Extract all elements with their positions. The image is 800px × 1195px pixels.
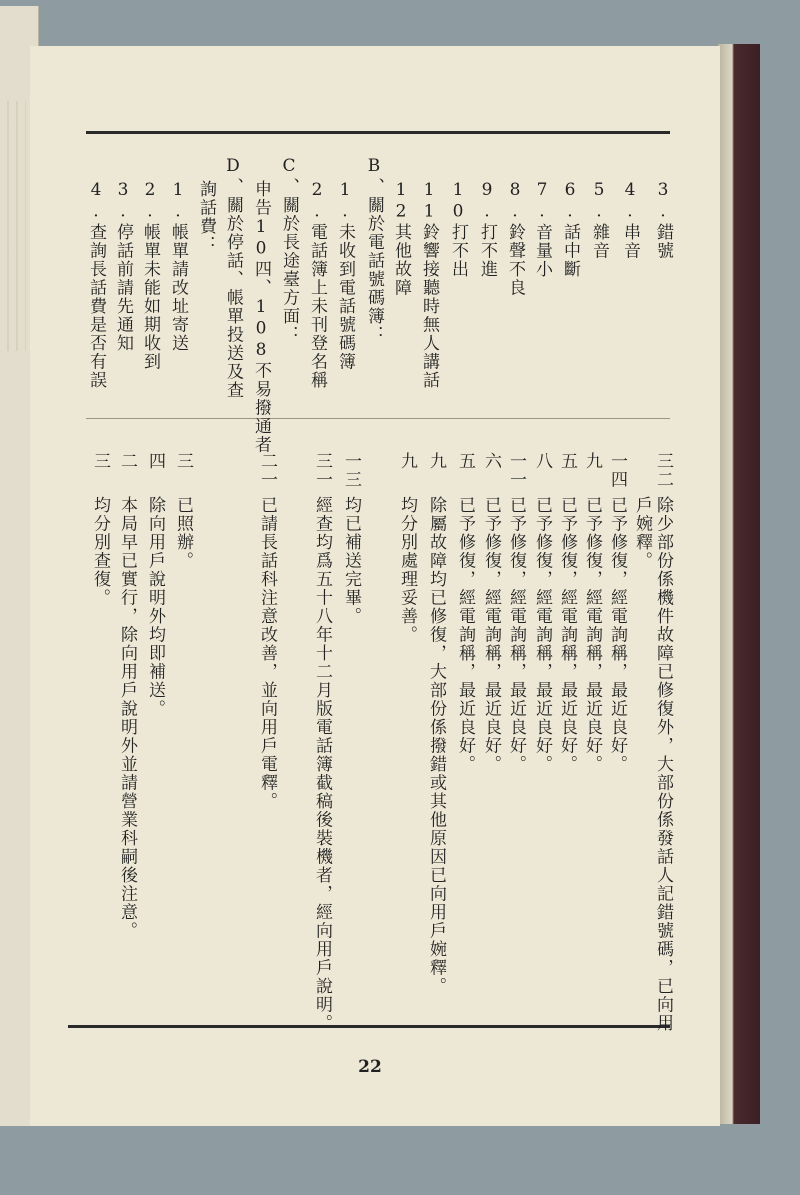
answer-text: 除屬故障均已修復，大部份係撥錯或其他原因已向用戶婉釋。: [426, 496, 446, 996]
top-rule: [86, 131, 670, 134]
question-line: 11鈴響接聽時無人講話: [419, 180, 439, 390]
question-line: 10打不出: [448, 180, 468, 279]
question-line: 3.錯號: [653, 180, 673, 260]
complaint-count: 三一: [312, 452, 332, 489]
complaint-count: 六: [481, 452, 501, 471]
question-line: 5.雜音: [589, 180, 609, 260]
answer-text: 已予修復，經電詢稱，最近良好。: [506, 496, 526, 774]
answer-text: 已予修復，經電詢稱，最近良好。: [557, 496, 577, 774]
complaint-count: 一三: [341, 452, 361, 489]
book-spine: [718, 44, 760, 1124]
complaint-count: 九: [397, 452, 417, 471]
question-line: 2.帳單未能如期收到: [140, 180, 160, 371]
question-line: 1.帳單請改址寄送: [168, 180, 188, 353]
question-line: 12其他故障: [391, 180, 411, 297]
page-number: 22: [358, 1057, 382, 1077]
question-line: 1.未收到電話號碼簿: [335, 180, 355, 371]
complaint-count: 五: [557, 452, 577, 471]
show-through-text: [0, 101, 26, 351]
question-line: 申告10四、108不易撥通者: [251, 180, 271, 454]
middle-rule: [86, 418, 670, 419]
answer-text: 經查均爲五十八年十二月版電話簿截稿後裝機者，經向用戶說明。: [312, 496, 332, 1033]
complaint-count: 一一: [506, 452, 526, 489]
complaint-count: 一四: [607, 452, 627, 489]
question-line: 9.打不進: [477, 180, 497, 279]
question-line: 4.串音: [620, 180, 640, 260]
complaint-count: 二: [117, 452, 137, 471]
answer-text: 已予修復，經電詢稱，最近良好。: [582, 496, 602, 774]
question-line: 8.鈴聲不良: [505, 180, 525, 297]
answer-text: 已予修復，經電詢稱，最近良好。: [607, 496, 627, 774]
section-heading-b: B、關於電話號碼簿：: [364, 156, 384, 344]
question-line: 3.停話前請先通知: [113, 180, 133, 353]
complaint-count: 三二: [653, 452, 673, 489]
answer-text: 除少部份係機件故障已修復外，大部份係發話人記錯號碼，已向用: [653, 496, 673, 1033]
section-heading-c: C、關於長途臺方面：: [279, 156, 299, 344]
complaint-count: 三: [90, 452, 110, 471]
complaint-count: 四: [145, 452, 165, 471]
section-heading-d: D、關於停話、帳單投送及查: [223, 156, 243, 400]
answer-text: 均已補送完畢。: [341, 496, 361, 626]
question-line: 詢話費：: [196, 180, 216, 254]
bottom-rule: [68, 1025, 670, 1028]
complaint-count: 八: [532, 452, 552, 471]
question-line: 4.查詢長話費是否有誤: [86, 180, 106, 390]
answer-text: 除向用戶說明外均即補送。: [145, 496, 165, 718]
complaint-count: 三: [173, 452, 193, 471]
answer-text: 均分別查復。: [90, 496, 110, 607]
answer-text: 已予修復，經電詢稱，最近良好。: [481, 496, 501, 774]
complaint-count: 九: [426, 452, 446, 471]
answer-text: 戶婉釋。: [632, 496, 652, 570]
question-line: 6.話中斷: [560, 180, 580, 279]
answer-text: 已照辦。: [173, 496, 193, 570]
complaint-count: 九: [582, 452, 602, 471]
question-line: 2.電話簿上未刊登名稱: [307, 180, 327, 390]
answer-text: 本局早已實行，除向用戶說明外並請營業科嗣後注意。: [117, 496, 137, 940]
question-line: 7.音量小: [532, 180, 552, 279]
answer-text: 已予修復，經電詢稱，最近良好。: [455, 496, 475, 774]
answer-text: 已予修復，經電詢稱，最近良好。: [532, 496, 552, 774]
answer-text: 均分別處理妥善。: [397, 496, 417, 644]
answer-text: 已請長話科注意改善，並向用戶電釋。: [257, 496, 277, 811]
complaint-count: 二一: [257, 452, 277, 489]
complaint-count: 五: [455, 452, 475, 471]
